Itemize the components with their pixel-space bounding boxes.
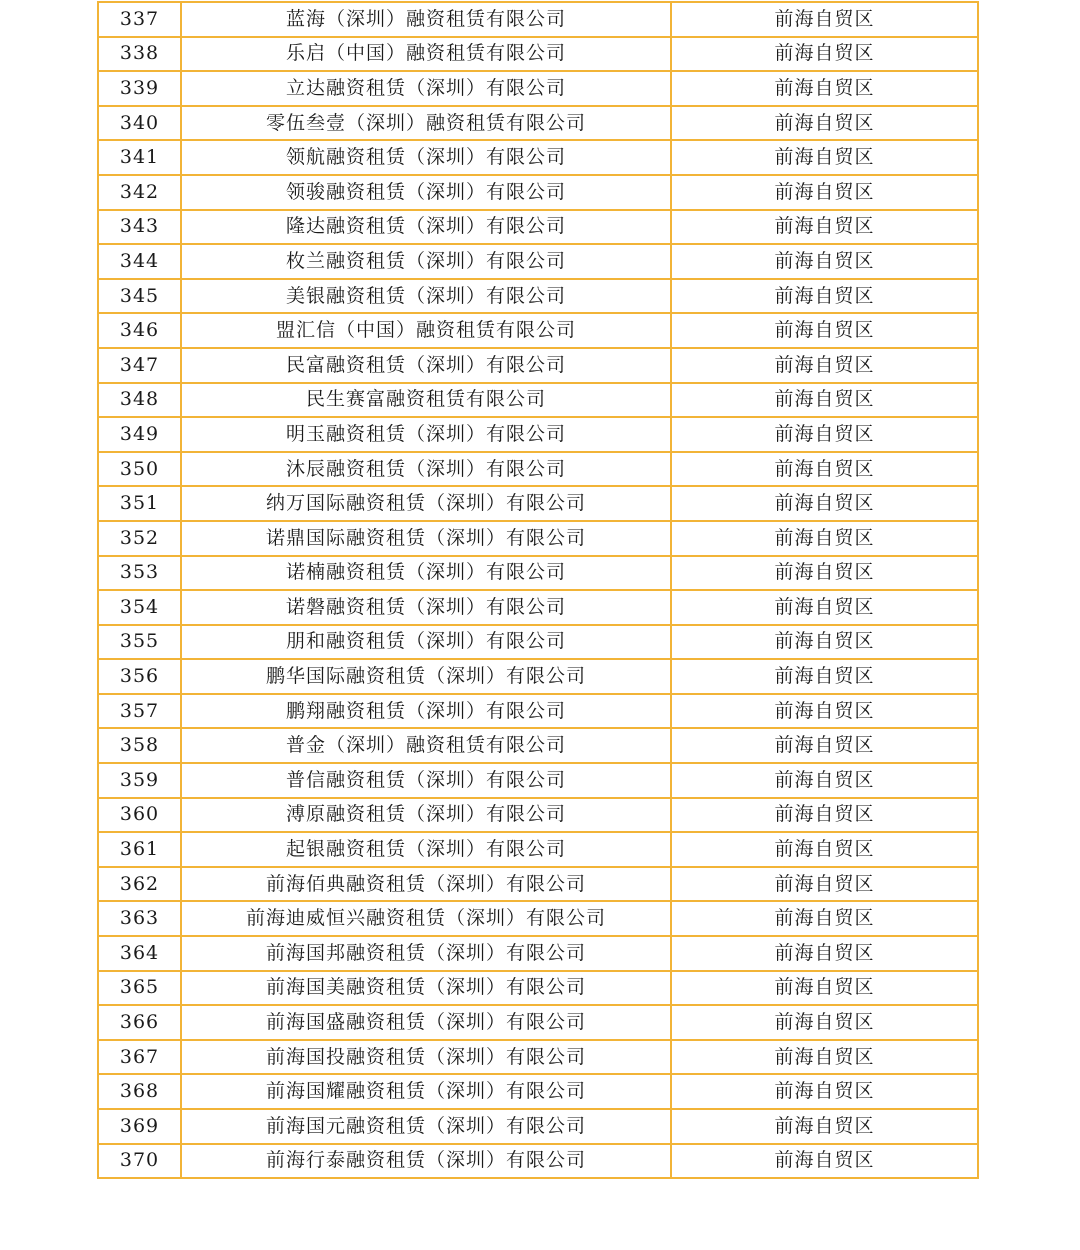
- row-number-cell: 341: [98, 140, 181, 175]
- row-number-cell: 360: [98, 798, 181, 833]
- company-name-cell: 前海国元融资租赁（深圳）有限公司: [181, 1109, 671, 1144]
- table-row: [98, 383, 978, 418]
- row-number-cell: 339: [98, 71, 181, 106]
- company-name-cell: 诺楠融资租赁（深圳）有限公司: [181, 556, 671, 591]
- table-row: [98, 106, 978, 141]
- row-number-cell: 361: [98, 832, 181, 867]
- company-name-cell: 前海佰典融资租赁（深圳）有限公司: [181, 867, 671, 902]
- zone-cell: 前海自贸区: [671, 140, 978, 175]
- company-name-cell: 领航融资租赁（深圳）有限公司: [181, 140, 671, 175]
- zone-cell: 前海自贸区: [671, 901, 978, 936]
- row-number-cell: 354: [98, 590, 181, 625]
- table-row: [98, 590, 978, 625]
- row-number-cell: 340: [98, 106, 181, 141]
- company-name-cell: 溥原融资租赁（深圳）有限公司: [181, 798, 671, 833]
- table-row: [98, 625, 978, 660]
- table-row: [98, 1144, 978, 1179]
- row-number-cell: 358: [98, 728, 181, 763]
- table-row: [98, 1074, 978, 1109]
- zone-cell: 前海自贸区: [671, 106, 978, 141]
- company-name-cell: 前海迪威恒兴融资租赁（深圳）有限公司: [181, 901, 671, 936]
- zone-cell: 前海自贸区: [671, 1040, 978, 1075]
- table-row: [98, 832, 978, 867]
- row-number-cell: 346: [98, 313, 181, 348]
- zone-cell: 前海自贸区: [671, 521, 978, 556]
- company-name-cell: 蓝海（深圳）融资租赁有限公司: [181, 2, 671, 37]
- table-row: [98, 313, 978, 348]
- row-number-cell: 351: [98, 486, 181, 521]
- company-name-cell: 隆达融资租赁（深圳）有限公司: [181, 210, 671, 245]
- row-number-cell: 365: [98, 971, 181, 1006]
- company-name-cell: 民生赛富融资租赁有限公司: [181, 383, 671, 418]
- table-row: [98, 936, 978, 971]
- zone-cell: 前海自贸区: [671, 1074, 978, 1109]
- company-name-cell: 前海国邦融资租赁（深圳）有限公司: [181, 936, 671, 971]
- row-number-cell: 344: [98, 244, 181, 279]
- row-number-cell: 370: [98, 1144, 181, 1179]
- zone-cell: 前海自贸区: [671, 556, 978, 591]
- row-number-cell: 343: [98, 210, 181, 245]
- row-number-cell: 355: [98, 625, 181, 660]
- row-number-cell: 342: [98, 175, 181, 210]
- table-row: [98, 279, 978, 314]
- table-body: [98, 2, 978, 1178]
- company-name-cell: 立达融资租赁（深圳）有限公司: [181, 71, 671, 106]
- zone-cell: 前海自贸区: [671, 452, 978, 487]
- table-row: [98, 694, 978, 729]
- table-row: [98, 1040, 978, 1075]
- zone-cell: 前海自贸区: [671, 867, 978, 902]
- company-name-cell: 鹏华国际融资租赁（深圳）有限公司: [181, 659, 671, 694]
- table-row: [98, 71, 978, 106]
- table-row: [98, 798, 978, 833]
- row-number-cell: 364: [98, 936, 181, 971]
- row-number-cell: 356: [98, 659, 181, 694]
- zone-cell: 前海自贸区: [671, 244, 978, 279]
- row-number-cell: 353: [98, 556, 181, 591]
- zone-cell: 前海自贸区: [671, 659, 978, 694]
- company-name-cell: 乐启（中国）融资租赁有限公司: [181, 37, 671, 72]
- zone-cell: 前海自贸区: [671, 71, 978, 106]
- zone-cell: 前海自贸区: [671, 348, 978, 383]
- zone-cell: 前海自贸区: [671, 383, 978, 418]
- row-number-cell: 347: [98, 348, 181, 383]
- table-row: [98, 417, 978, 452]
- zone-cell: 前海自贸区: [671, 486, 978, 521]
- zone-cell: 前海自贸区: [671, 2, 978, 37]
- company-name-cell: 前海行泰融资租赁（深圳）有限公司: [181, 1144, 671, 1179]
- company-name-cell: 前海国耀融资租赁（深圳）有限公司: [181, 1074, 671, 1109]
- table-row: [98, 521, 978, 556]
- row-number-cell: 350: [98, 452, 181, 487]
- table-row: [98, 486, 978, 521]
- company-name-cell: 零伍叁壹（深圳）融资租赁有限公司: [181, 106, 671, 141]
- table-row: [98, 175, 978, 210]
- table-row: [98, 140, 978, 175]
- company-name-cell: 纳万国际融资租赁（深圳）有限公司: [181, 486, 671, 521]
- row-number-cell: 367: [98, 1040, 181, 1075]
- row-number-cell: 369: [98, 1109, 181, 1144]
- table-row: [98, 1109, 978, 1144]
- table-row: [98, 763, 978, 798]
- company-name-cell: 前海国投融资租赁（深圳）有限公司: [181, 1040, 671, 1075]
- zone-cell: 前海自贸区: [671, 590, 978, 625]
- zone-cell: 前海自贸区: [671, 625, 978, 660]
- zone-cell: 前海自贸区: [671, 728, 978, 763]
- zone-cell: 前海自贸区: [671, 313, 978, 348]
- table-row: [98, 348, 978, 383]
- company-name-cell: 鹏翔融资租赁（深圳）有限公司: [181, 694, 671, 729]
- company-name-cell: 普金（深圳）融资租赁有限公司: [181, 728, 671, 763]
- row-number-cell: 366: [98, 1005, 181, 1040]
- zone-cell: 前海自贸区: [671, 694, 978, 729]
- row-number-cell: 348: [98, 383, 181, 418]
- company-name-cell: 枚兰融资租赁（深圳）有限公司: [181, 244, 671, 279]
- zone-cell: 前海自贸区: [671, 1144, 978, 1179]
- table-row: [98, 556, 978, 591]
- zone-cell: 前海自贸区: [671, 37, 978, 72]
- row-number-cell: 338: [98, 37, 181, 72]
- table-row: [98, 901, 978, 936]
- company-name-cell: 美银融资租赁（深圳）有限公司: [181, 279, 671, 314]
- zone-cell: 前海自贸区: [671, 210, 978, 245]
- table-row: [98, 867, 978, 902]
- row-number-cell: 363: [98, 901, 181, 936]
- zone-cell: 前海自贸区: [671, 936, 978, 971]
- table-row: [98, 728, 978, 763]
- zone-cell: 前海自贸区: [671, 798, 978, 833]
- zone-cell: 前海自贸区: [671, 175, 978, 210]
- zone-cell: 前海自贸区: [671, 417, 978, 452]
- company-name-cell: 朋和融资租赁（深圳）有限公司: [181, 625, 671, 660]
- row-number-cell: 359: [98, 763, 181, 798]
- table-row: [98, 971, 978, 1006]
- company-name-cell: 前海国盛融资租赁（深圳）有限公司: [181, 1005, 671, 1040]
- company-name-cell: 盟汇信（中国）融资租赁有限公司: [181, 313, 671, 348]
- company-name-cell: 民富融资租赁（深圳）有限公司: [181, 348, 671, 383]
- table-row: [98, 659, 978, 694]
- row-number-cell: 357: [98, 694, 181, 729]
- zone-cell: 前海自贸区: [671, 1109, 978, 1144]
- company-list-table-wrapper: [97, 1, 977, 1179]
- zone-cell: 前海自贸区: [671, 763, 978, 798]
- company-name-cell: 领骏融资租赁（深圳）有限公司: [181, 175, 671, 210]
- row-number-cell: 368: [98, 1074, 181, 1109]
- zone-cell: 前海自贸区: [671, 1005, 978, 1040]
- table-row: [98, 452, 978, 487]
- table-row: [98, 244, 978, 279]
- row-number-cell: 349: [98, 417, 181, 452]
- row-number-cell: 362: [98, 867, 181, 902]
- table-row: [98, 2, 978, 37]
- table-row: [98, 37, 978, 72]
- table-row: [98, 1005, 978, 1040]
- table-row: [98, 210, 978, 245]
- company-name-cell: 明玉融资租赁（深圳）有限公司: [181, 417, 671, 452]
- company-name-cell: 普信融资租赁（深圳）有限公司: [181, 763, 671, 798]
- company-name-cell: 沐辰融资租赁（深圳）有限公司: [181, 452, 671, 487]
- company-name-cell: 前海国美融资租赁（深圳）有限公司: [181, 971, 671, 1006]
- row-number-cell: 352: [98, 521, 181, 556]
- row-number-cell: 337: [98, 2, 181, 37]
- company-name-cell: 诺磐融资租赁（深圳）有限公司: [181, 590, 671, 625]
- zone-cell: 前海自贸区: [671, 832, 978, 867]
- row-number-cell: 345: [98, 279, 181, 314]
- company-name-cell: 起银融资租赁（深圳）有限公司: [181, 832, 671, 867]
- zone-cell: 前海自贸区: [671, 279, 978, 314]
- zone-cell: 前海自贸区: [671, 971, 978, 1006]
- company-list-table: [97, 1, 979, 1179]
- company-name-cell: 诺鼎国际融资租赁（深圳）有限公司: [181, 521, 671, 556]
